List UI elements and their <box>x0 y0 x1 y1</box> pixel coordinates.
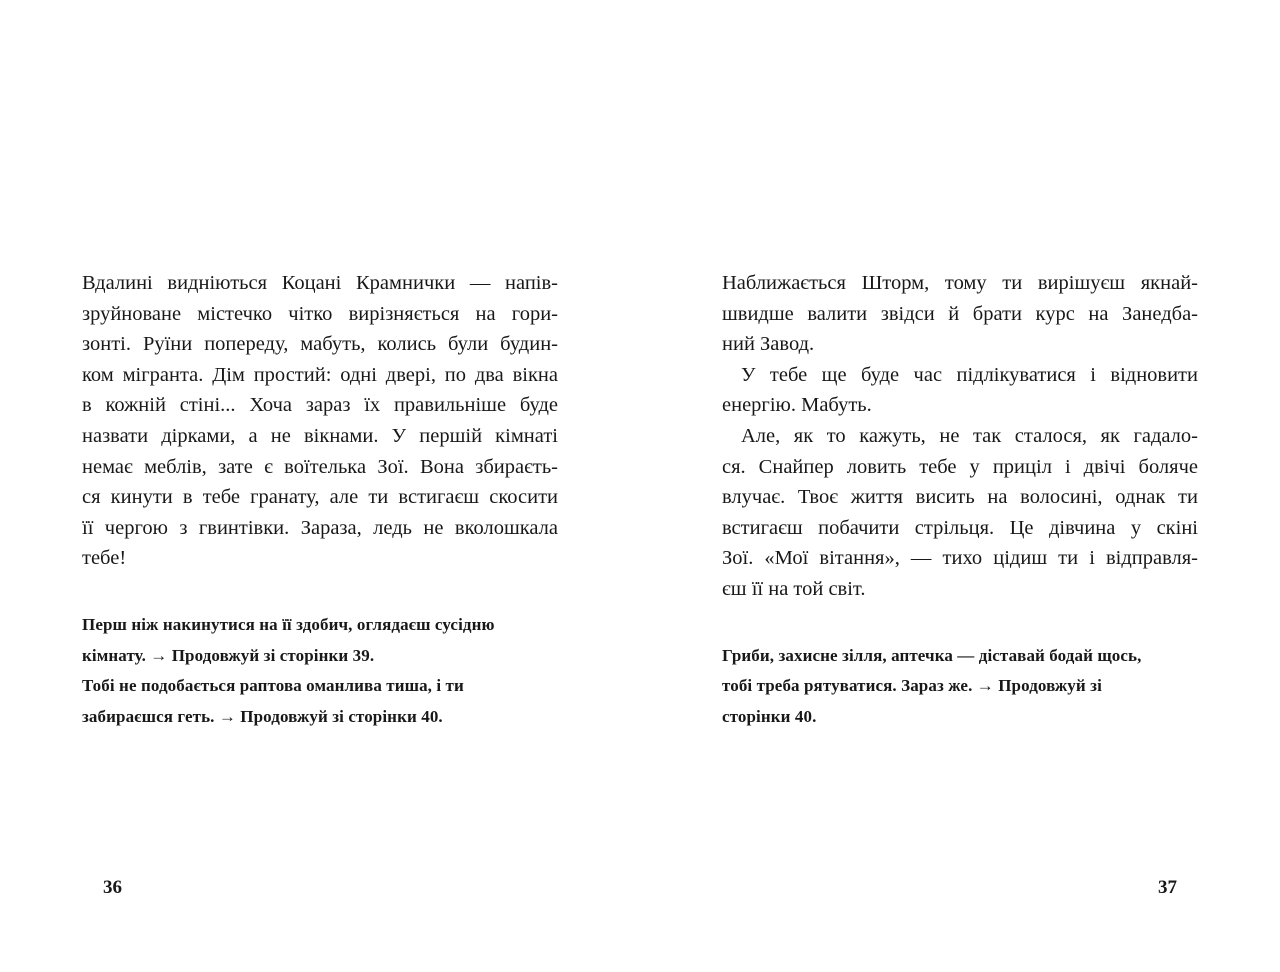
text-line: енергію. Мабуть. <box>722 394 872 417</box>
text-line: зруйноване містечко чітко вирізняється на гори- <box>82 302 558 325</box>
choice-line: сторінки 40. <box>722 706 817 726</box>
text-line: влучає. Твоє життя висить на волосині, однак ти <box>722 486 1198 509</box>
text-line: ся кинути в тебе гранату, але ти встигаєш скосити <box>82 486 558 509</box>
choice-line: тобі треба рятуватися. Зараз же. → Продовжуй зі <box>722 676 1102 696</box>
text-line: Але, як то кажуть, не так сталося, як гадало- <box>741 424 1198 447</box>
body-paragraph-block <box>722 268 1198 605</box>
text-line: немає меблів, зате є воїтелька Зої. Вона збираєть- <box>82 455 558 478</box>
page-right <box>722 268 1198 732</box>
page-left <box>82 268 558 732</box>
text-line: ний Завод. <box>722 333 815 356</box>
choice-line: кімнату. → Продовжуй зі сторінки 39. <box>82 645 375 665</box>
text-line: Наближається Шторм, тому ти вирішуєш якнай- <box>722 272 1198 294</box>
text-line: встигаєш побачити стрільця. Це дівчина у скіні <box>722 516 1198 539</box>
text-line: назвати дірками, а не вікнами. У першій кімнаті <box>82 424 558 447</box>
text-line: швидше валити звідси й брати курс на Занедба- <box>722 302 1198 325</box>
choice-line: Перш ніж накинутися на її здобич, оглядаєш сусідню <box>82 614 495 634</box>
choice-line: Гриби, захисне зілля, аптечка — діставай бодай щось, <box>722 645 1142 665</box>
text-line: Зої. «Мої вітання», — тихо цідиш ти і відправля- <box>722 547 1198 570</box>
choice-block <box>722 641 1198 733</box>
choice-block <box>82 610 558 732</box>
text-line: У тебе ще буде час підлікуватися і відновити <box>741 363 1198 386</box>
choice-line: Тобі не подобається раптова оманлива тиша, і ти <box>82 676 464 696</box>
text-line: тебе! <box>82 547 127 570</box>
text-line: в кожній стіні... Хоча зараз їх правильніше буде <box>82 394 558 417</box>
body-paragraph-block <box>82 268 558 574</box>
text-line: Вдалині видніються Коцані Крамнички — напів- <box>82 272 558 294</box>
text-line: зонті. Руїни попереду, мабуть, колись були будин- <box>82 333 558 356</box>
text-line: її чергою з гвинтівки. Зараза, ледь не вколошкала <box>82 516 558 539</box>
text-line: єш її на той світ. <box>722 577 866 600</box>
choice-line: забираєшся геть. → Продовжуй зі сторінки 40. <box>82 706 443 726</box>
text-line: ся. Снайпер ловить тебе у приціл і двічі боляче <box>722 455 1198 478</box>
page-number-right: 37 <box>1158 877 1177 898</box>
text-line: ком мігранта. Дім простий: одні двері, по два вікна <box>82 363 558 386</box>
page-number-left: 36 <box>103 877 122 898</box>
